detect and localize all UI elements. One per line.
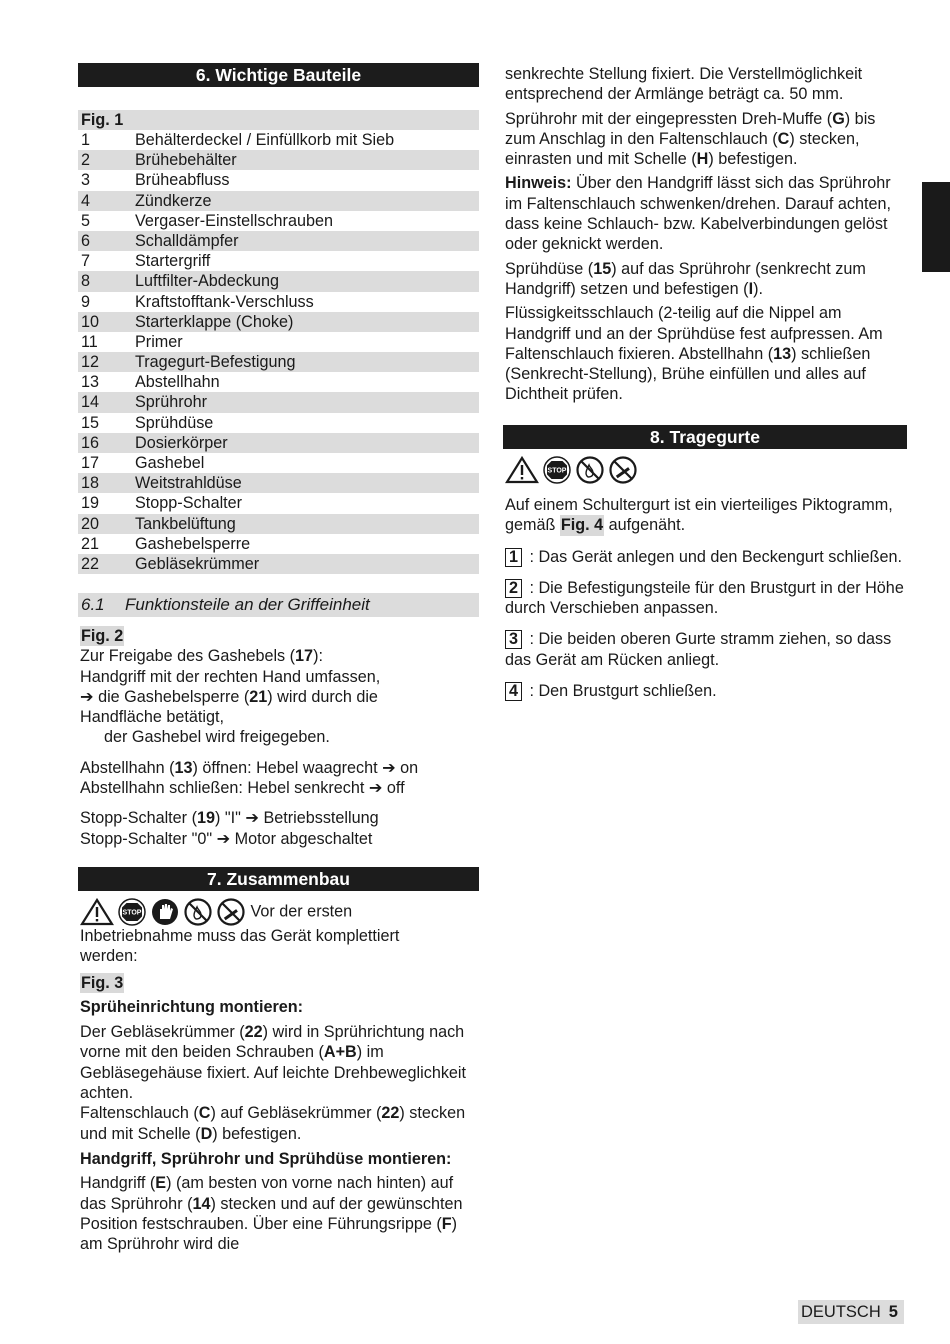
section-6-1-title: Funktionsteile an der Griffeinheit <box>125 595 370 614</box>
part-number: 7 <box>81 252 91 271</box>
parts-list-row <box>78 473 479 493</box>
parts-list-row <box>78 433 479 453</box>
part-name: Brühebehälter <box>135 151 237 170</box>
parts-list-row <box>78 170 479 190</box>
part-name: Abstellhahn <box>135 373 220 392</box>
parts-list-row <box>78 231 479 251</box>
parts-list-row <box>78 554 479 574</box>
part-number: 15 <box>81 413 100 432</box>
part-number: 2 <box>81 151 91 170</box>
nozzle-text: Sprühdüse (15) auf das Sprührohr (senkrecht zum Handgriff) setzen und befestigen (I). <box>505 259 866 298</box>
fig-1-label: Fig. 1 <box>81 111 124 129</box>
hose-text: Faltenschlauch (C) auf Gebläsekrümmer (22) stecken und mit Schelle (D) befestigen. <box>80 1104 466 1143</box>
part-name: Schalldämpfer <box>135 231 239 250</box>
part-number: 20 <box>81 514 100 533</box>
parts-list-row <box>78 191 479 211</box>
part-name: Zündkerze <box>135 191 212 210</box>
part-number: 4 <box>81 191 91 210</box>
parts-list-row <box>78 150 479 170</box>
part-name: Weitstrahldüse <box>135 474 242 493</box>
arrow-right-icon: ➔ <box>368 779 383 798</box>
strap-instruction-item <box>505 578 907 619</box>
part-name: Vergaser-Einstellschrauben <box>135 211 333 230</box>
part-name: Sprührohr <box>135 393 207 412</box>
parts-list-row <box>78 453 479 473</box>
handle-assembly-text: Handgriff (E) (am besten von vorne nach hinten) auf das Sprührohr (14) stecken und auf der gewünschten Position festschrauben. Über eine Führungsrippe (F) am Sprührohr wird die <box>80 1174 463 1254</box>
part-number: 22 <box>81 554 100 573</box>
strap-instruction-item <box>505 629 907 670</box>
spray-assembly-text: Der Gebläsekrümmer (22) wird in Sprührichtung nach vorne mit den beiden Schrauben (A+B) im Gebläsegehäuse fixiert. Auf leichte Drehbeweglichkeit achten. <box>80 1023 467 1103</box>
section-7-continued <box>505 64 907 405</box>
page-number: 5 <box>888 1303 898 1321</box>
part-name: Tankbelüftung <box>135 514 236 533</box>
part-number: 17 <box>81 454 100 472</box>
part-name: Behälterdeckel / Einfüllkorb mit Sieb <box>135 131 395 149</box>
footer-language: DEUTSCH <box>801 1303 881 1321</box>
arrow-right-icon: ➔ <box>382 758 396 777</box>
parts-list <box>78 110 479 574</box>
section-6-1-number: 6.1 <box>81 595 105 614</box>
section-7-heading: 7. Zusammenbau <box>78 867 479 891</box>
arrow-right-icon: ➔ <box>216 829 231 848</box>
part-name: Tragegurt-Befestigung <box>135 353 296 372</box>
step-text: : Die beiden oberen Gurte stramm ziehen, so dass das Gerät am Rücken anliegt. <box>505 630 892 669</box>
fig-1-label-row <box>78 110 479 130</box>
section-7-intro-line-2: Inbetriebnahme muss das Gerät komplettiert <box>80 927 400 945</box>
release-line-4: Handfläche betätigt, <box>80 708 224 727</box>
parts-list-row <box>78 413 479 433</box>
part-number: 16 <box>81 433 100 452</box>
part-name: Stopp-Schalter <box>135 494 243 513</box>
stop-sign-icon <box>117 898 147 926</box>
part-number: 5 <box>81 211 91 230</box>
parts-list-row <box>78 312 479 332</box>
part-number: 13 <box>81 373 100 392</box>
parts-list-row <box>78 332 479 352</box>
part-number: 10 <box>81 312 100 331</box>
part-number: 3 <box>81 171 91 190</box>
parts-list-row <box>78 534 479 554</box>
continued-text: senkrechte Stellung fixiert. Die Verstellmöglichkeit entsprechend der Armlänge beträgt ca. 50 mm. <box>505 65 863 104</box>
part-name: Kraftstofftank-Verschluss <box>135 292 314 311</box>
parts-list-row <box>78 251 479 271</box>
no-open-flame-icon <box>183 898 213 926</box>
section-6-1-heading <box>78 593 479 617</box>
part-name: Gashebelsperre <box>135 534 251 553</box>
section-6-heading: 6. Wichtige Bauteile <box>78 63 479 87</box>
tube-text: Sprührohr mit der eingepressten Dreh-Muffe (G) bis zum Anschlag in den Faltenschlauch (C) stecken, einrasten und mit Schelle (H) befestigen. <box>505 109 876 169</box>
part-name: Luftfilter-Abdeckung <box>135 272 279 291</box>
stop-switch-off-line: Stopp-Schalter "0" ➔ Motor abgeschaltet <box>80 829 373 848</box>
parts-list-row <box>78 493 479 513</box>
part-number: 9 <box>81 292 91 311</box>
parts-list-row <box>78 271 479 291</box>
step-number-box: 1 <box>505 548 522 567</box>
no-open-flame-icon <box>575 455 605 485</box>
spray-assembly-heading: Sprüheinrichtung montieren: <box>80 997 304 1016</box>
release-line-2: Handgriff mit der rechten Hand umfassen, <box>80 667 381 686</box>
stop-sign-text: STOP <box>547 467 567 475</box>
warning-triangle-icon <box>505 455 539 485</box>
section-7-intro-line-3: werden: <box>80 947 138 966</box>
part-number: 8 <box>81 272 91 291</box>
step-text: : Den Brustgurt schließen. <box>525 682 717 701</box>
gloves-icon <box>150 898 180 926</box>
release-line-3: ➔ die Gashebelsperre (21) wird durch die <box>80 687 378 706</box>
part-number: 14 <box>81 393 100 412</box>
section-8-icons-row <box>505 455 907 487</box>
section-8-intro: Auf einem Schultergurt ist ein vierteiliges Piktogramm, gemäß Fig. 4 aufgenäht. <box>505 496 893 535</box>
part-name: Sprühdüse <box>135 413 214 432</box>
parts-list-row <box>78 130 479 150</box>
parts-list-row <box>78 392 479 412</box>
strap-instruction-item <box>505 547 907 567</box>
part-name: Brüheabfluss <box>135 171 230 190</box>
part-number: 1 <box>81 131 91 149</box>
part-number: 18 <box>81 474 100 493</box>
part-name: Primer <box>135 332 183 351</box>
parts-list-row <box>78 352 479 372</box>
part-name: Gebläsekrümmer <box>135 554 260 573</box>
part-number: 12 <box>81 353 100 372</box>
no-smoking-icon <box>216 898 246 926</box>
stop-switch-on-line: Stopp-Schalter (19) "I" ➔ Betriebsstellung <box>80 809 379 828</box>
step-number-box: 3 <box>505 630 522 649</box>
part-number: 19 <box>81 494 100 513</box>
section-7-body <box>80 898 479 1254</box>
parts-list-row <box>78 292 479 312</box>
step-number-box: 4 <box>505 682 522 701</box>
part-name: Dosierkörper <box>135 433 228 452</box>
part-name: Starterklappe (Choke) <box>135 312 294 331</box>
stop-sign-text: STOP <box>122 909 142 917</box>
handle-assembly-heading: Handgriff, Sprührohr und Sprühdüse montieren: <box>80 1149 452 1168</box>
section-8-body <box>505 455 907 701</box>
section-8-heading: 8. Tragegurte <box>503 425 907 449</box>
fig-3-label: Fig. 3 <box>81 973 124 992</box>
arrow-right-icon: ➔ <box>245 809 259 828</box>
valve-open-line: Abstellhahn (13) öffnen: Hebel waagrecht ➔ on <box>80 758 419 777</box>
liquid-hose-text: Flüssigkeitsschlauch (2-teilig auf die Nippel am Handgriff und an der Sprühdüse fest aufpressen. Am Faltenschlauch fixieren. Abstellhahn (13) schließen (Senkrecht-Stellung), Brühe einfüllen und alles auf Dichtheit prüfen. <box>505 304 883 404</box>
parts-list-row <box>78 372 479 392</box>
parts-list-row <box>78 514 479 534</box>
section-6-1-body <box>80 626 479 849</box>
no-smoking-icon <box>608 455 638 485</box>
step-text: : Das Gerät anlegen und den Beckengurt schließen. <box>525 547 903 566</box>
release-line-5: der Gashebel wird freigegeben. <box>104 728 330 747</box>
release-line-1: Zur Freigabe des Gashebels (17): <box>80 647 323 666</box>
step-text: : Die Befestigungsteile für den Brustgurt in der Höhe durch Verschieben anpassen. <box>505 578 904 618</box>
strap-instruction-item <box>505 681 907 701</box>
part-number: 21 <box>81 534 100 553</box>
fig-4-label: Fig. 4 <box>560 516 604 535</box>
safety-icons <box>80 898 246 926</box>
note-text: Hinweis: Über den Handgriff lässt sich das Sprührohr im Faltenschlauch schwenken/drehen. Darauf achten, dass keine Schlauch- bzw. Kabelverbindungen gelöst oder geknickt werden. <box>505 174 892 254</box>
section-tab-marker <box>922 182 950 272</box>
stop-sign-icon <box>542 455 572 485</box>
page-footer <box>798 1300 904 1324</box>
part-number: 6 <box>81 231 91 250</box>
parts-list-row <box>78 211 479 231</box>
safety-icons <box>505 455 638 485</box>
fig-2-label: Fig. 2 <box>81 627 124 645</box>
warning-triangle-icon <box>80 898 114 926</box>
part-number: 11 <box>81 332 98 351</box>
part-name: Gashebel <box>135 454 205 472</box>
step-number-box: 2 <box>505 579 522 598</box>
section-7-intro: STOP Vor der ersten <box>80 898 479 926</box>
note-label: Hinweis: <box>505 174 572 193</box>
part-name: Startergriff <box>135 252 211 271</box>
valve-close-line: Abstellhahn schließen: Hebel senkrecht ➔ off <box>80 779 405 798</box>
arrow-right-icon: ➔ <box>80 687 94 706</box>
